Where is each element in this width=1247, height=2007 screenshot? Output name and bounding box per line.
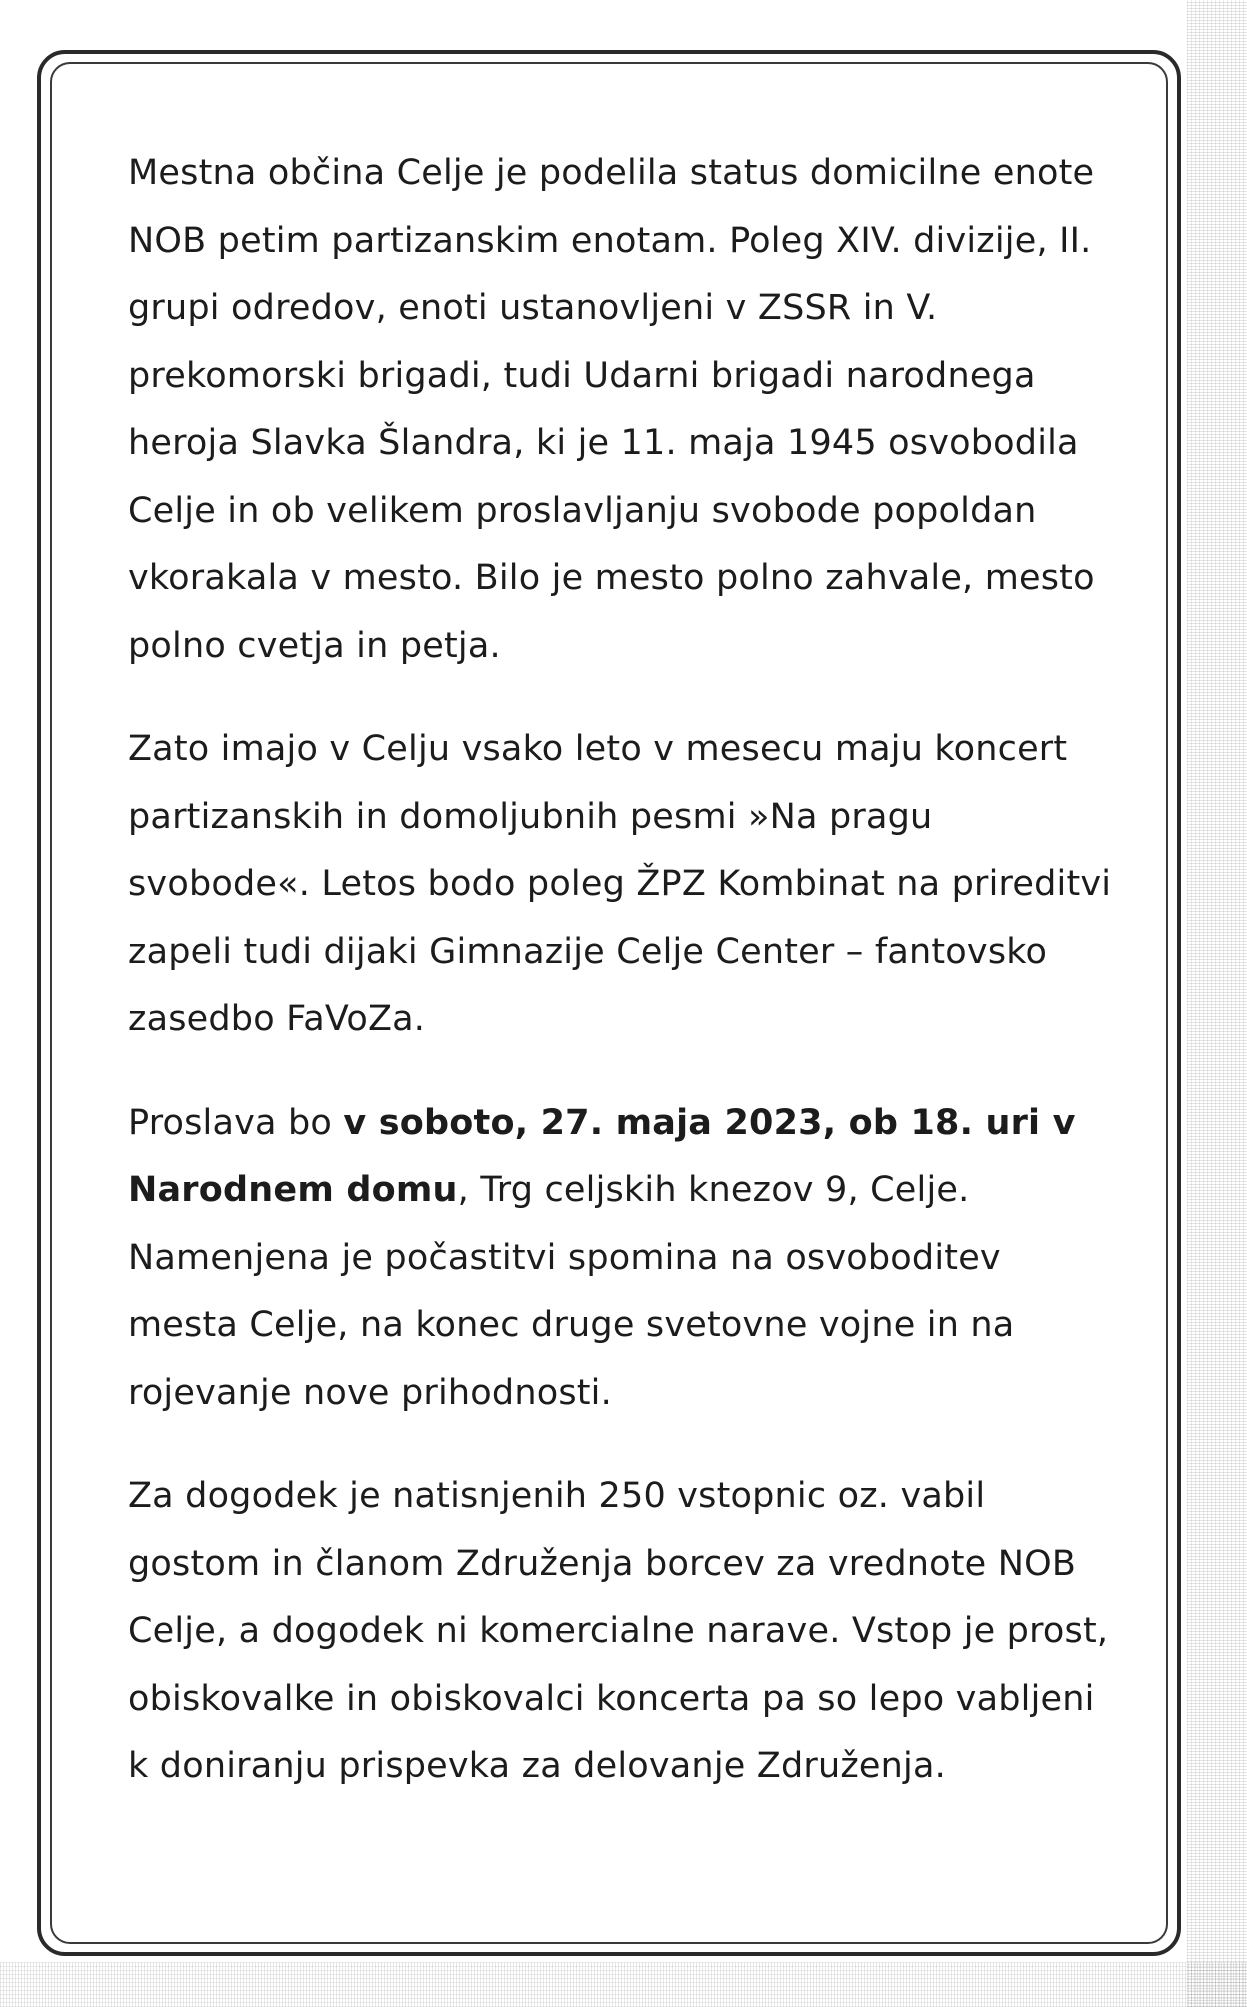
document-body [128, 140, 1118, 1837]
paragraph-tickets: Za dogodek je natisnjenih 250 vstopnic oz. vabil gostom in članom Združenja borcev za vrednote NOB Celje, a dogodek ni komercialne narave. Vstop je prost, obiskovalke in obiskovalci koncerta pa so lepo vabljeni k doniranju prispevka za delovanje Združenja. [128, 1476, 1109, 1786]
event-details-text: , Trg celjskih knezov 9, Celje. Namenjena je počastitvi spomina na osvoboditev mesta Celje, na konec druge svetovne vojne in na rojevanje nove prihodnosti. [128, 1170, 1015, 1413]
paragraph-event-details [128, 1090, 1118, 1428]
scan-grain-bottom [0, 1962, 1247, 2007]
event-intro-text: Proslava bo [128, 1102, 344, 1143]
paragraph-domicile-status: Mestna občina Celje je podelila status domicilne enote NOB petim partizanskim enotam. Poleg XIV. divizije, II. grupi odredov, enoti ustanovljeni v ZSSR in V. prekomorski brigadi, tudi Udarni brigadi narodnega heroja Slavka Šlandra, ki je 11. maja 1945 osvobodila Celje in ob velikem proslavljanju svobode popoldan vkorakala v mesto. Bilo je mesto polno zahvale, mesto polno cvetja in petja. [128, 153, 1095, 666]
scan-grain-right [1187, 0, 1247, 2007]
paragraph-concert: Zato imajo v Celju vsako leto v mesecu maju koncert partizanskih in domoljubnih pesmi »Na pragu svobode«. Letos bodo poleg ŽPZ Kombinat na prireditvi zapeli tudi dijaki Gimnazije Celje Center – fantovsko zasedbo FaVoZa. [128, 729, 1112, 1039]
event-date-location: v soboto, 27. maja 2023, ob 18. uri v Narodnem domu [128, 1102, 1076, 1210]
